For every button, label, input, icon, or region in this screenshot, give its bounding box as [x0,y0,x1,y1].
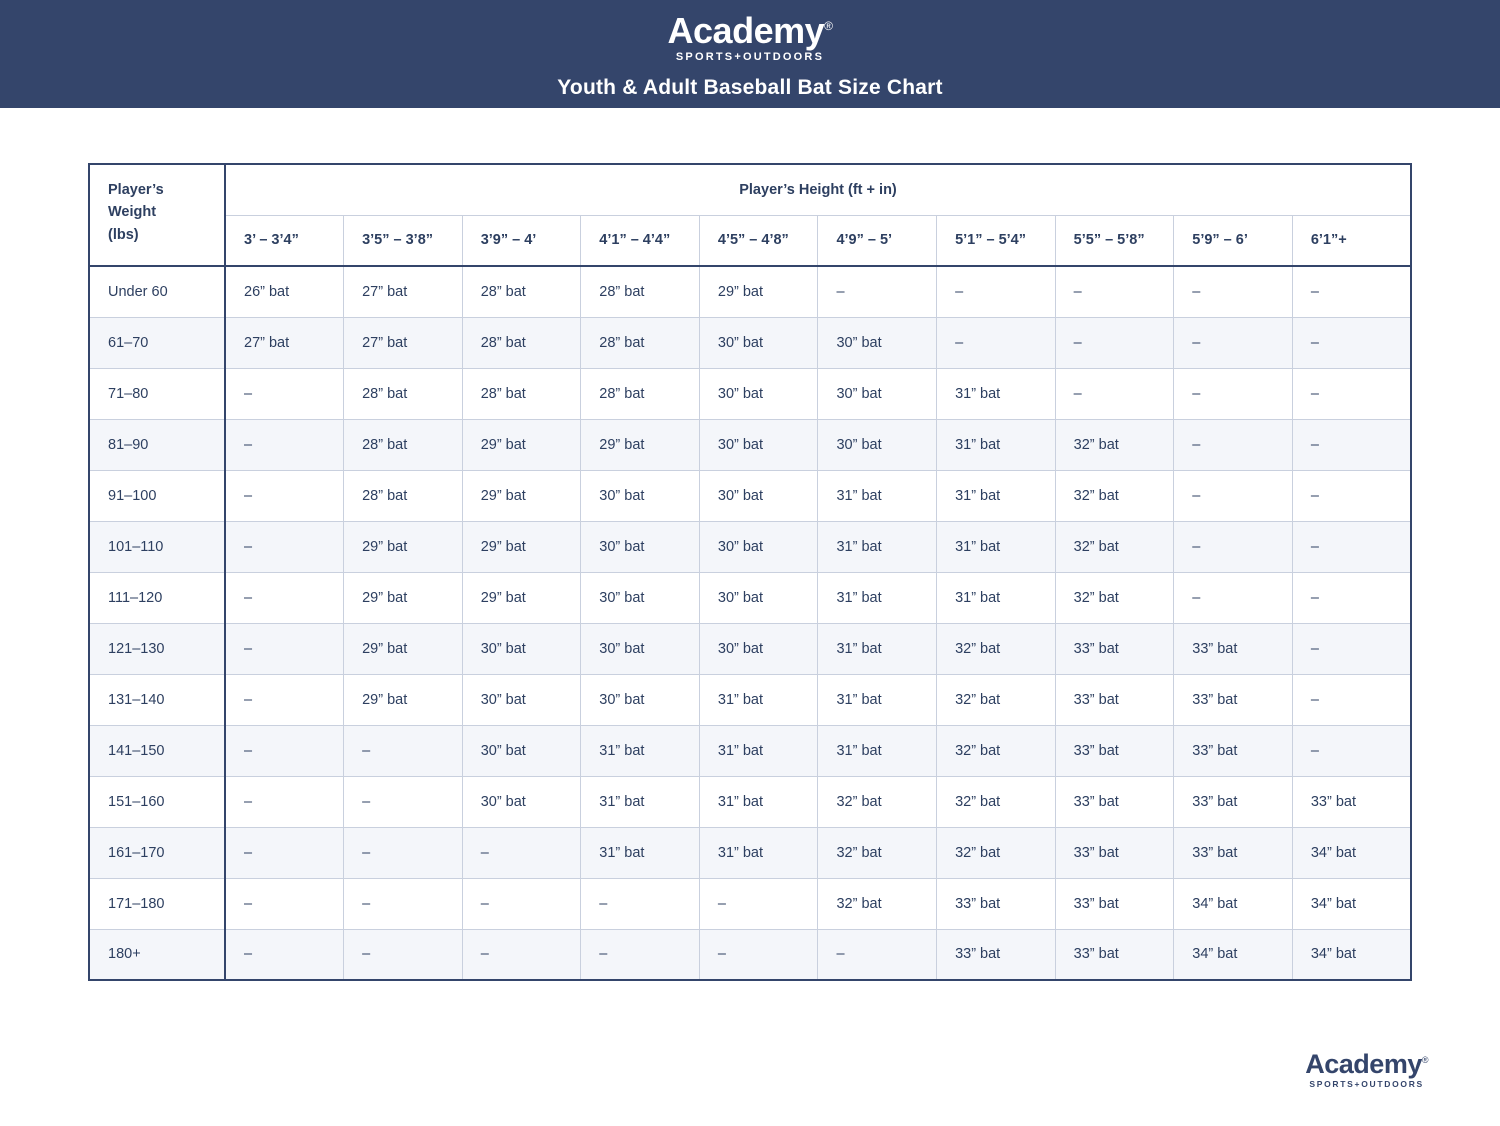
table-cell-bat-size: 30” bat [462,623,581,674]
table-cell-bat-size: 30” bat [699,419,818,470]
column-header-height: 5’1” – 5’4” [937,215,1056,266]
table-row [89,878,1411,929]
table-cell-bat-size: – [1174,572,1293,623]
table-cell-bat-size: 30” bat [699,470,818,521]
table-cell-bat-size: – [699,929,818,980]
table-cell-bat-size: 33” bat [1055,827,1174,878]
column-header-height: 4’9” – 5’ [818,215,937,266]
table-cell-bat-size: 32” bat [937,776,1056,827]
table-cell-bat-size: – [581,929,700,980]
table-header-row-1 [89,164,1411,215]
table-row [89,623,1411,674]
table-cell-bat-size: – [344,827,463,878]
table-cell-bat-size: 33” bat [937,878,1056,929]
table-cell-bat-size: 31” bat [818,572,937,623]
table-row [89,572,1411,623]
row-header-weight: 91–100 [89,470,225,521]
table-cell-bat-size: – [1292,419,1411,470]
table-cell-bat-size: 27” bat [225,317,344,368]
brand-name-header [667,9,833,51]
table-cell-bat-size: 31” bat [937,521,1056,572]
table-cell-bat-size: 30” bat [581,674,700,725]
row-header-weight: Under 60 [89,266,225,317]
table-row [89,725,1411,776]
table-cell-bat-size: 33” bat [1174,674,1293,725]
table-cell-bat-size: 32” bat [818,776,937,827]
registered-mark-footer-icon: ® [1421,1054,1428,1065]
table-cell-bat-size: 31” bat [699,674,818,725]
row-header-weight: 71–80 [89,368,225,419]
table-row [89,827,1411,878]
table-cell-bat-size: – [225,419,344,470]
table-cell-bat-size: 33” bat [1055,776,1174,827]
table-header-row-2 [89,215,1411,266]
table-cell-bat-size: 33” bat [1292,776,1411,827]
row-header-weight: 171–180 [89,878,225,929]
table-cell-bat-size: 29” bat [462,521,581,572]
row-header-weight: 61–70 [89,317,225,368]
table-row [89,521,1411,572]
row-header-weight: 101–110 [89,521,225,572]
table-cell-bat-size: – [581,878,700,929]
table-cell-bat-size: 33” bat [1055,725,1174,776]
bat-size-table [88,163,1412,981]
table-cell-bat-size: 29” bat [344,521,463,572]
table-cell-bat-size: – [1292,521,1411,572]
table-cell-bat-size: 34” bat [1292,827,1411,878]
table-cell-bat-size: 31” bat [581,725,700,776]
table-cell-bat-size: 30” bat [699,521,818,572]
table-cell-bat-size: – [225,521,344,572]
column-header-height: 4’1” – 4’4” [581,215,700,266]
table-cell-bat-size: – [1174,317,1293,368]
table-cell-bat-size: – [1292,674,1411,725]
row-header-weight: 121–130 [89,623,225,674]
corner-line-2: Weight [108,204,157,221]
column-header-height: 5’9” – 6’ [1174,215,1293,266]
table-cell-bat-size: 29” bat [344,623,463,674]
table-cell-bat-size: 30” bat [699,623,818,674]
row-header-weight: 161–170 [89,827,225,878]
table-cell-bat-size: – [225,929,344,980]
table-cell-bat-size: – [1055,368,1174,419]
table-cell-bat-size: 33” bat [1174,776,1293,827]
table-row [89,776,1411,827]
table-row [89,470,1411,521]
table-cell-bat-size: 28” bat [344,419,463,470]
table-cell-bat-size: 29” bat [344,572,463,623]
table-cell-bat-size: 33” bat [1055,929,1174,980]
table-cell-bat-size: 33” bat [1055,623,1174,674]
table-cell-bat-size: – [225,470,344,521]
table-cell-bat-size: 32” bat [818,827,937,878]
table-cell-bat-size: 31” bat [699,827,818,878]
table-cell-bat-size: – [1174,419,1293,470]
academy-logo-footer [1305,1048,1428,1089]
row-header-weight: 131–140 [89,674,225,725]
table-cell-bat-size: – [1292,266,1411,317]
row-header-weight: 180+ [89,929,225,980]
table-row [89,674,1411,725]
table-cell-bat-size: – [1174,266,1293,317]
table-cell-bat-size: 32” bat [1055,521,1174,572]
table-cell-bat-size: – [1174,521,1293,572]
page-title: Youth & Adult Baseball Bat Size Chart [557,75,943,99]
table-cell-bat-size: 34” bat [1292,929,1411,980]
table-cell-bat-size: 32” bat [937,827,1056,878]
table-cell-bat-size: – [462,878,581,929]
table-cell-bat-size: 30” bat [818,368,937,419]
column-header-height: 6’1”+ [1292,215,1411,266]
column-header-height: 4’5” – 4’8” [699,215,818,266]
brand-name-footer-text: Academy [1305,1048,1422,1079]
table-cell-bat-size: 29” bat [581,419,700,470]
table-row [89,929,1411,980]
table-cell-bat-size: – [344,878,463,929]
table-cell-bat-size: 28” bat [462,368,581,419]
table-row [89,317,1411,368]
table-cell-bat-size: 33” bat [937,929,1056,980]
column-header-height: 3’9” – 4’ [462,215,581,266]
table-cell-bat-size: 33” bat [1174,623,1293,674]
table-cell-bat-size: 30” bat [581,521,700,572]
table-cell-bat-size: 28” bat [581,368,700,419]
row-header-weight: 81–90 [89,419,225,470]
table-cell-bat-size: 32” bat [937,623,1056,674]
table-cell-bat-size: – [699,878,818,929]
table-cell-bat-size: 30” bat [699,368,818,419]
table-cell-bat-size: 30” bat [818,419,937,470]
table-cell-bat-size: 31” bat [937,470,1056,521]
table-cell-bat-size: 30” bat [462,725,581,776]
table-cell-bat-size: 33” bat [1055,674,1174,725]
table-cell-bat-size: 30” bat [818,317,937,368]
table-cell-bat-size: 33” bat [1055,878,1174,929]
table-cell-bat-size: – [225,878,344,929]
table-cell-bat-size: 28” bat [344,470,463,521]
table-cell-bat-size: 31” bat [937,368,1056,419]
row-header-weight: 151–160 [89,776,225,827]
table-cell-bat-size: – [1292,623,1411,674]
table-cell-bat-size: – [818,929,937,980]
table-body [89,266,1411,980]
registered-mark-icon: ® [824,18,833,33]
brand-tagline-header: SPORTS+OUTDOORS [675,50,825,63]
table-cell-bat-size: 31” bat [818,674,937,725]
table-cell-bat-size: – [225,725,344,776]
table-cell-bat-size: – [462,929,581,980]
table-cell-bat-size: 32” bat [1055,572,1174,623]
table-cell-bat-size: 31” bat [581,827,700,878]
table-cell-bat-size: – [1292,725,1411,776]
table-cell-bat-size: 28” bat [581,266,700,317]
table-cell-bat-size: 28” bat [581,317,700,368]
table-row [89,368,1411,419]
table-cell-bat-size: 28” bat [462,317,581,368]
table-cell-bat-size: 30” bat [462,776,581,827]
row-header-weight: 111–120 [89,572,225,623]
table-cell-bat-size: 30” bat [699,317,818,368]
table-cell-bat-size: 29” bat [344,674,463,725]
table-cell-bat-size: – [344,776,463,827]
table-cell-bat-size: 32” bat [1055,419,1174,470]
corner-line-1: Player’s [108,182,164,198]
brand-name-text: Academy [667,9,825,51]
table-cell-bat-size: 33” bat [1174,725,1293,776]
column-header-height: 3’5” – 3’8” [344,215,463,266]
table-cell-bat-size: – [225,572,344,623]
table-cell-bat-size: 31” bat [818,521,937,572]
table-cell-bat-size: 31” bat [699,725,818,776]
table-cell-bat-size: – [1055,266,1174,317]
table-cell-bat-size: 30” bat [699,572,818,623]
corner-line-3: (lbs) [108,226,139,243]
table-cell-bat-size: – [937,266,1056,317]
table-cell-bat-size: – [818,266,937,317]
table-cell-bat-size: 29” bat [462,419,581,470]
table-cell-bat-size: – [225,674,344,725]
table-cell-bat-size: 32” bat [818,878,937,929]
table-cell-bat-size: – [1174,470,1293,521]
table-cell-bat-size: 34” bat [1174,929,1293,980]
table-cell-bat-size: 29” bat [462,470,581,521]
table-cell-bat-size: – [344,929,463,980]
table-cell-bat-size: 31” bat [818,623,937,674]
chart-container [0,108,1500,981]
table-head [89,164,1411,266]
table-cell-bat-size: – [1292,470,1411,521]
table-cell-bat-size: 28” bat [344,368,463,419]
column-header-height: 5’5” – 5’8” [1055,215,1174,266]
table-cell-bat-size: 34” bat [1174,878,1293,929]
table-cell-bat-size: – [225,827,344,878]
corner-header-weight [89,164,225,266]
table-cell-bat-size: 31” bat [818,470,937,521]
table-cell-bat-size: 33” bat [1174,827,1293,878]
table-cell-bat-size: 31” bat [937,419,1056,470]
table-cell-bat-size: 29” bat [462,572,581,623]
table-cell-bat-size: – [225,623,344,674]
table-cell-bat-size: 31” bat [937,572,1056,623]
table-cell-bat-size: 31” bat [818,725,937,776]
table-cell-bat-size: 28” bat [462,266,581,317]
table-cell-bat-size: 30” bat [581,572,700,623]
table-cell-bat-size: – [1292,317,1411,368]
table-cell-bat-size: 29” bat [699,266,818,317]
table-row [89,266,1411,317]
table-cell-bat-size: 32” bat [937,674,1056,725]
brand-name-footer [1305,1048,1428,1079]
table-cell-bat-size: 34” bat [1292,878,1411,929]
table-cell-bat-size: – [462,827,581,878]
table-cell-bat-size: – [1055,317,1174,368]
table-cell-bat-size: 26” bat [225,266,344,317]
table-cell-bat-size: 27” bat [344,317,463,368]
table-cell-bat-size: – [225,368,344,419]
row-header-weight: 141–150 [89,725,225,776]
table-cell-bat-size: – [344,725,463,776]
table-cell-bat-size: – [1292,368,1411,419]
table-cell-bat-size: 31” bat [699,776,818,827]
table-cell-bat-size: 31” bat [581,776,700,827]
academy-logo-header [667,9,833,63]
column-header-height: 3’ – 3’4” [225,215,344,266]
table-cell-bat-size: 27” bat [344,266,463,317]
table-cell-bat-size: 30” bat [462,674,581,725]
table-cell-bat-size: – [1174,368,1293,419]
table-row [89,419,1411,470]
table-cell-bat-size: – [225,776,344,827]
table-cell-bat-size: 30” bat [581,623,700,674]
table-cell-bat-size: 32” bat [1055,470,1174,521]
page-header [0,0,1500,108]
header-height-span: Player’s Height (ft + in) [225,164,1411,215]
table-cell-bat-size: – [937,317,1056,368]
table-cell-bat-size: – [1292,572,1411,623]
table-cell-bat-size: 30” bat [581,470,700,521]
brand-tagline-footer: SPORTS+OUTDOORS [1309,1078,1424,1089]
table-cell-bat-size: 32” bat [937,725,1056,776]
